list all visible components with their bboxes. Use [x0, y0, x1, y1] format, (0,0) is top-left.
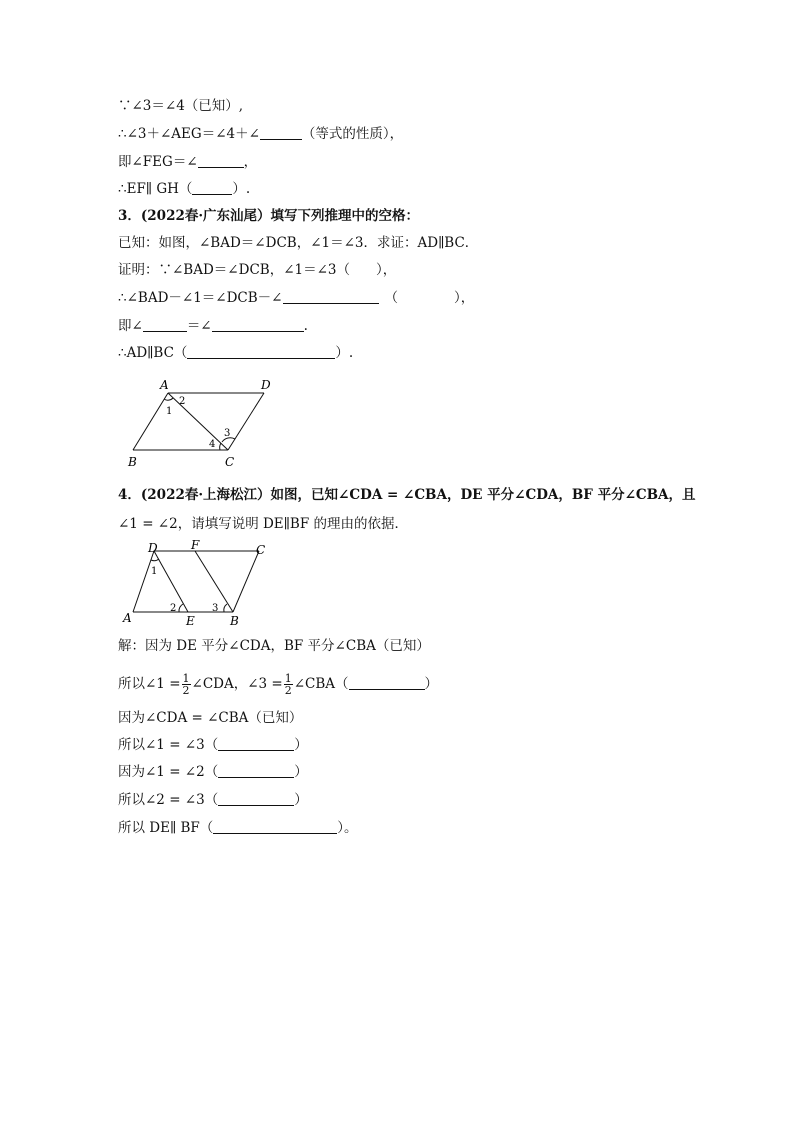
text: （ [384, 290, 398, 306]
p2-line-4 [118, 179, 250, 199]
problem-3-proof-3 [118, 316, 308, 336]
answer-blank[interactable] [192, 180, 232, 195]
problem-4-title-2: ∠1 = ∠2，请填写说明 DE∥BF 的理由的依据． [118, 516, 408, 532]
problem-3-given: 已知：如图，∠BAD＝∠DCB，∠1＝∠3．求证：AD∥BC． [118, 235, 479, 251]
label-angle-1: 1 [166, 406, 173, 417]
p2-line-1 [118, 96, 243, 116]
label-b: B [128, 455, 137, 469]
problem-4-title: 4．(2022春·上海松江）如图，已知∠CDA = ∠CBA，DE 平分∠CDA，BF 平分∠CBA，且 [118, 487, 696, 503]
label-a: A [123, 611, 132, 625]
segment-dc [228, 393, 264, 450]
text: ∴∠BAD－∠1＝∠DCB－∠ [118, 290, 283, 306]
segment-da [133, 551, 154, 612]
problem-3-proof-1 [118, 260, 396, 280]
text: （等式的性质）， [301, 126, 404, 142]
answer-blank[interactable] [187, 344, 335, 359]
label-angle-2: 2 [179, 396, 186, 407]
answer-blank[interactable] [198, 153, 244, 168]
denominator: 2 [284, 684, 292, 697]
solution-line-7 [118, 818, 358, 838]
text: ） [294, 764, 308, 780]
text: 所以∠2 = ∠3（ [118, 792, 219, 808]
solution-line-5 [118, 762, 308, 782]
label-c: C [225, 455, 235, 469]
angle-arc-1 [151, 559, 159, 561]
text: ∴AD∥BC（ [118, 345, 188, 361]
fraction [284, 673, 293, 696]
text: 即∠FEG＝∠ [118, 154, 198, 170]
angle-arc-3 [224, 604, 227, 612]
label-a: A [160, 378, 169, 392]
p2-line-2 [118, 124, 403, 144]
angle-arc-4 [220, 443, 221, 450]
text: 因为∠1 = ∠2（ [118, 764, 219, 780]
label-angle-3: 3 [212, 603, 219, 614]
problem-3-title: 3．(2022春·广东汕尾）填写下列推理中的空格： [118, 208, 420, 224]
angle-arc-2 [179, 604, 183, 612]
label-d: D [261, 378, 271, 392]
text: ） [294, 737, 308, 753]
problem-3-figure [118, 374, 288, 470]
solution-line-3: 因为∠CDA = ∠CBA（已知） [118, 710, 303, 726]
p2-line-3 [118, 152, 257, 172]
text: ）. [232, 181, 251, 197]
text: ）， [376, 262, 397, 278]
numerator: 1 [182, 672, 190, 685]
text: ∠CBA（ [293, 676, 349, 692]
text: ， [243, 154, 258, 170]
problem-3-proof-4 [118, 343, 353, 363]
text: 所以∠1 = [118, 676, 181, 692]
label-d: D [148, 541, 158, 555]
answer-blank[interactable] [213, 819, 337, 834]
answer-blank[interactable] [212, 317, 304, 332]
denominator: 2 [182, 684, 190, 697]
label-c: C [256, 543, 266, 557]
text: . [303, 318, 308, 334]
text: ）， [454, 290, 475, 306]
segment-ac [168, 393, 231, 450]
solution-line-1: 解：因为 DE 平分∠CDA，BF 平分∠CBA（已知） [118, 638, 430, 654]
answer-blank[interactable] [349, 675, 425, 690]
text: ∴∠3＋∠AEG＝∠4＋∠ [118, 126, 260, 142]
text: 即∠ [118, 318, 143, 334]
text: 所以∠1 = ∠3（ [118, 737, 219, 753]
text: ∵∠3＝∠4（已知）, [118, 98, 244, 114]
label-angle-2: 2 [170, 603, 177, 614]
solution-line-6 [118, 790, 308, 810]
problem-3-proof-2 [118, 288, 474, 308]
label-angle-4: 4 [209, 439, 216, 450]
text: ）。 [337, 820, 358, 836]
label-b: B [230, 614, 239, 628]
answer-blank[interactable] [260, 125, 302, 140]
angle-arc-1 [164, 398, 173, 400]
label-angle-1: 1 [151, 566, 158, 577]
segment-cb [233, 551, 259, 612]
text: ） [424, 676, 439, 692]
text: ） [294, 792, 308, 808]
text: 证明：∵∠BAD＝∠DCB，∠1＝∠3（ [118, 262, 350, 278]
answer-blank[interactable] [283, 289, 379, 304]
fraction [182, 673, 191, 696]
label-f: F [191, 540, 200, 552]
text: ）. [335, 345, 354, 361]
label-angle-3: 3 [224, 428, 231, 439]
answer-blank[interactable] [218, 791, 294, 806]
text: ∠CDA，∠3 = [191, 676, 283, 692]
problem-4-figure [118, 540, 278, 628]
label-e: E [186, 614, 195, 628]
text: 所以 DE∥ BF（ [118, 820, 214, 836]
answer-blank[interactable] [218, 736, 294, 751]
solution-line-4 [118, 735, 308, 755]
text: ∴EF∥ GH（ [118, 181, 193, 197]
text: ＝∠ [186, 318, 212, 334]
solution-line-2 [118, 667, 438, 701]
numerator: 1 [284, 672, 292, 685]
answer-blank[interactable] [218, 763, 294, 778]
segment-ab [133, 393, 168, 450]
answer-blank[interactable] [143, 317, 187, 332]
